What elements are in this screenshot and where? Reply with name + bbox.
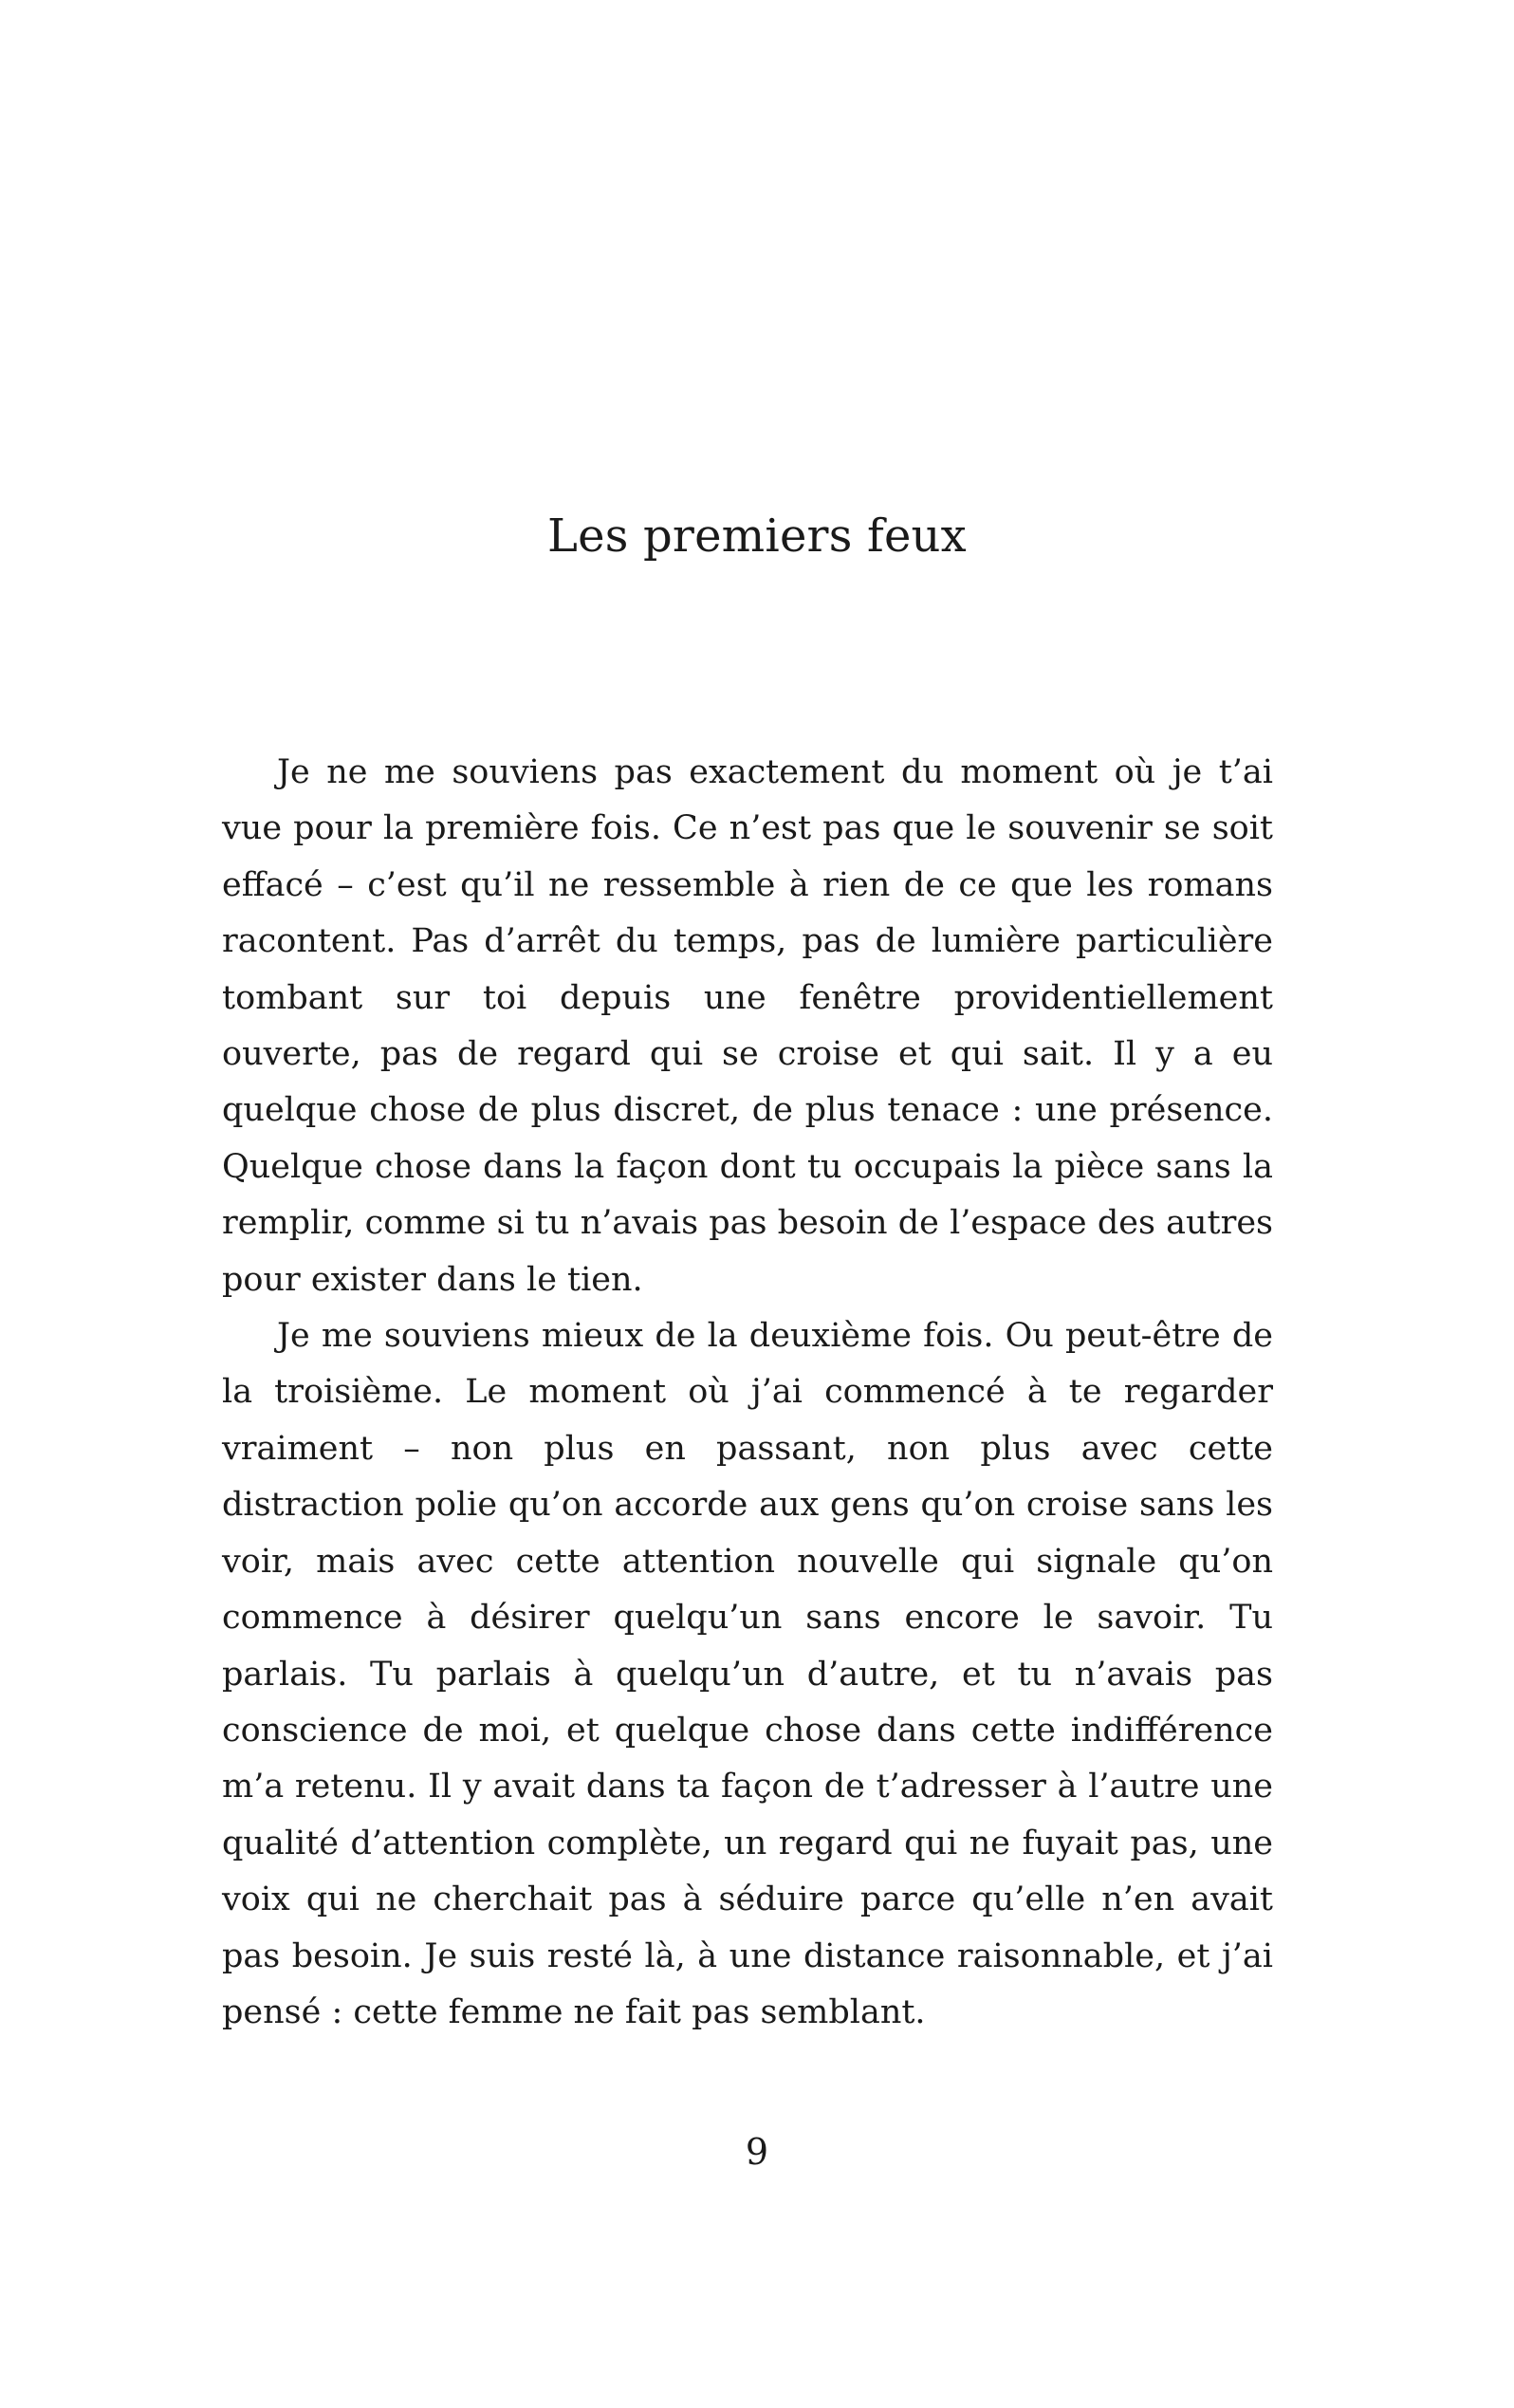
paragraph-1: Je ne me souviens pas exactement du moment où je t’ai vue pour la première fois. Ce n’est pas que le souvenir se soit effacé – c’est qu’il ne ressemble à rien de ce que les romans racontent. Pas d’arrêt du temps, pas de lumière particulière tombant sur toi depuis une fenêtre providentiellement ouverte, pas de regard qui se croise et qui sait. Il y a eu quelque chose de plus discret, de plus tenace : une présence. Quelque chose dans la façon dont tu occupais la pièce sans la remplir, comme si tu n’avais pas besoin de l’espace des autres pour exister dans le tien. — [222, 753, 1273, 1299]
paragraph-2: Je me souviens mieux de la deuxième fois. Ou peut-être de la troisième. Le moment où j’ai commencé à te regarder vraiment – non plus en passant, non plus avec cette distraction polie qu’on accorde aux gens qu’on croise sans les voir, mais avec cette attention nouvelle qui signale qu’on commence à désirer quelqu’un sans encore le savoir. Tu parlais. Tu parlais à quelqu’un d’autre, et tu n’avais pas conscience de moi, et quelque chose dans cette indifférence m’a retenu. Il y avait dans ta façon de t’adresser à l’autre une qualité d’attention complète, un regard qui ne fuyait pas, une voix qui ne cherchait pas à séduire parce qu’elle n’en avait pas besoin. Je suis resté là, à une distance raisonnable, et j’ai pensé : cette femme ne fait pas semblant. — [222, 1317, 1273, 2031]
chapter-body — [222, 745, 1273, 2041]
page-number: 9 — [745, 2131, 769, 2173]
chapter-title: Les premiers feux — [547, 509, 967, 563]
